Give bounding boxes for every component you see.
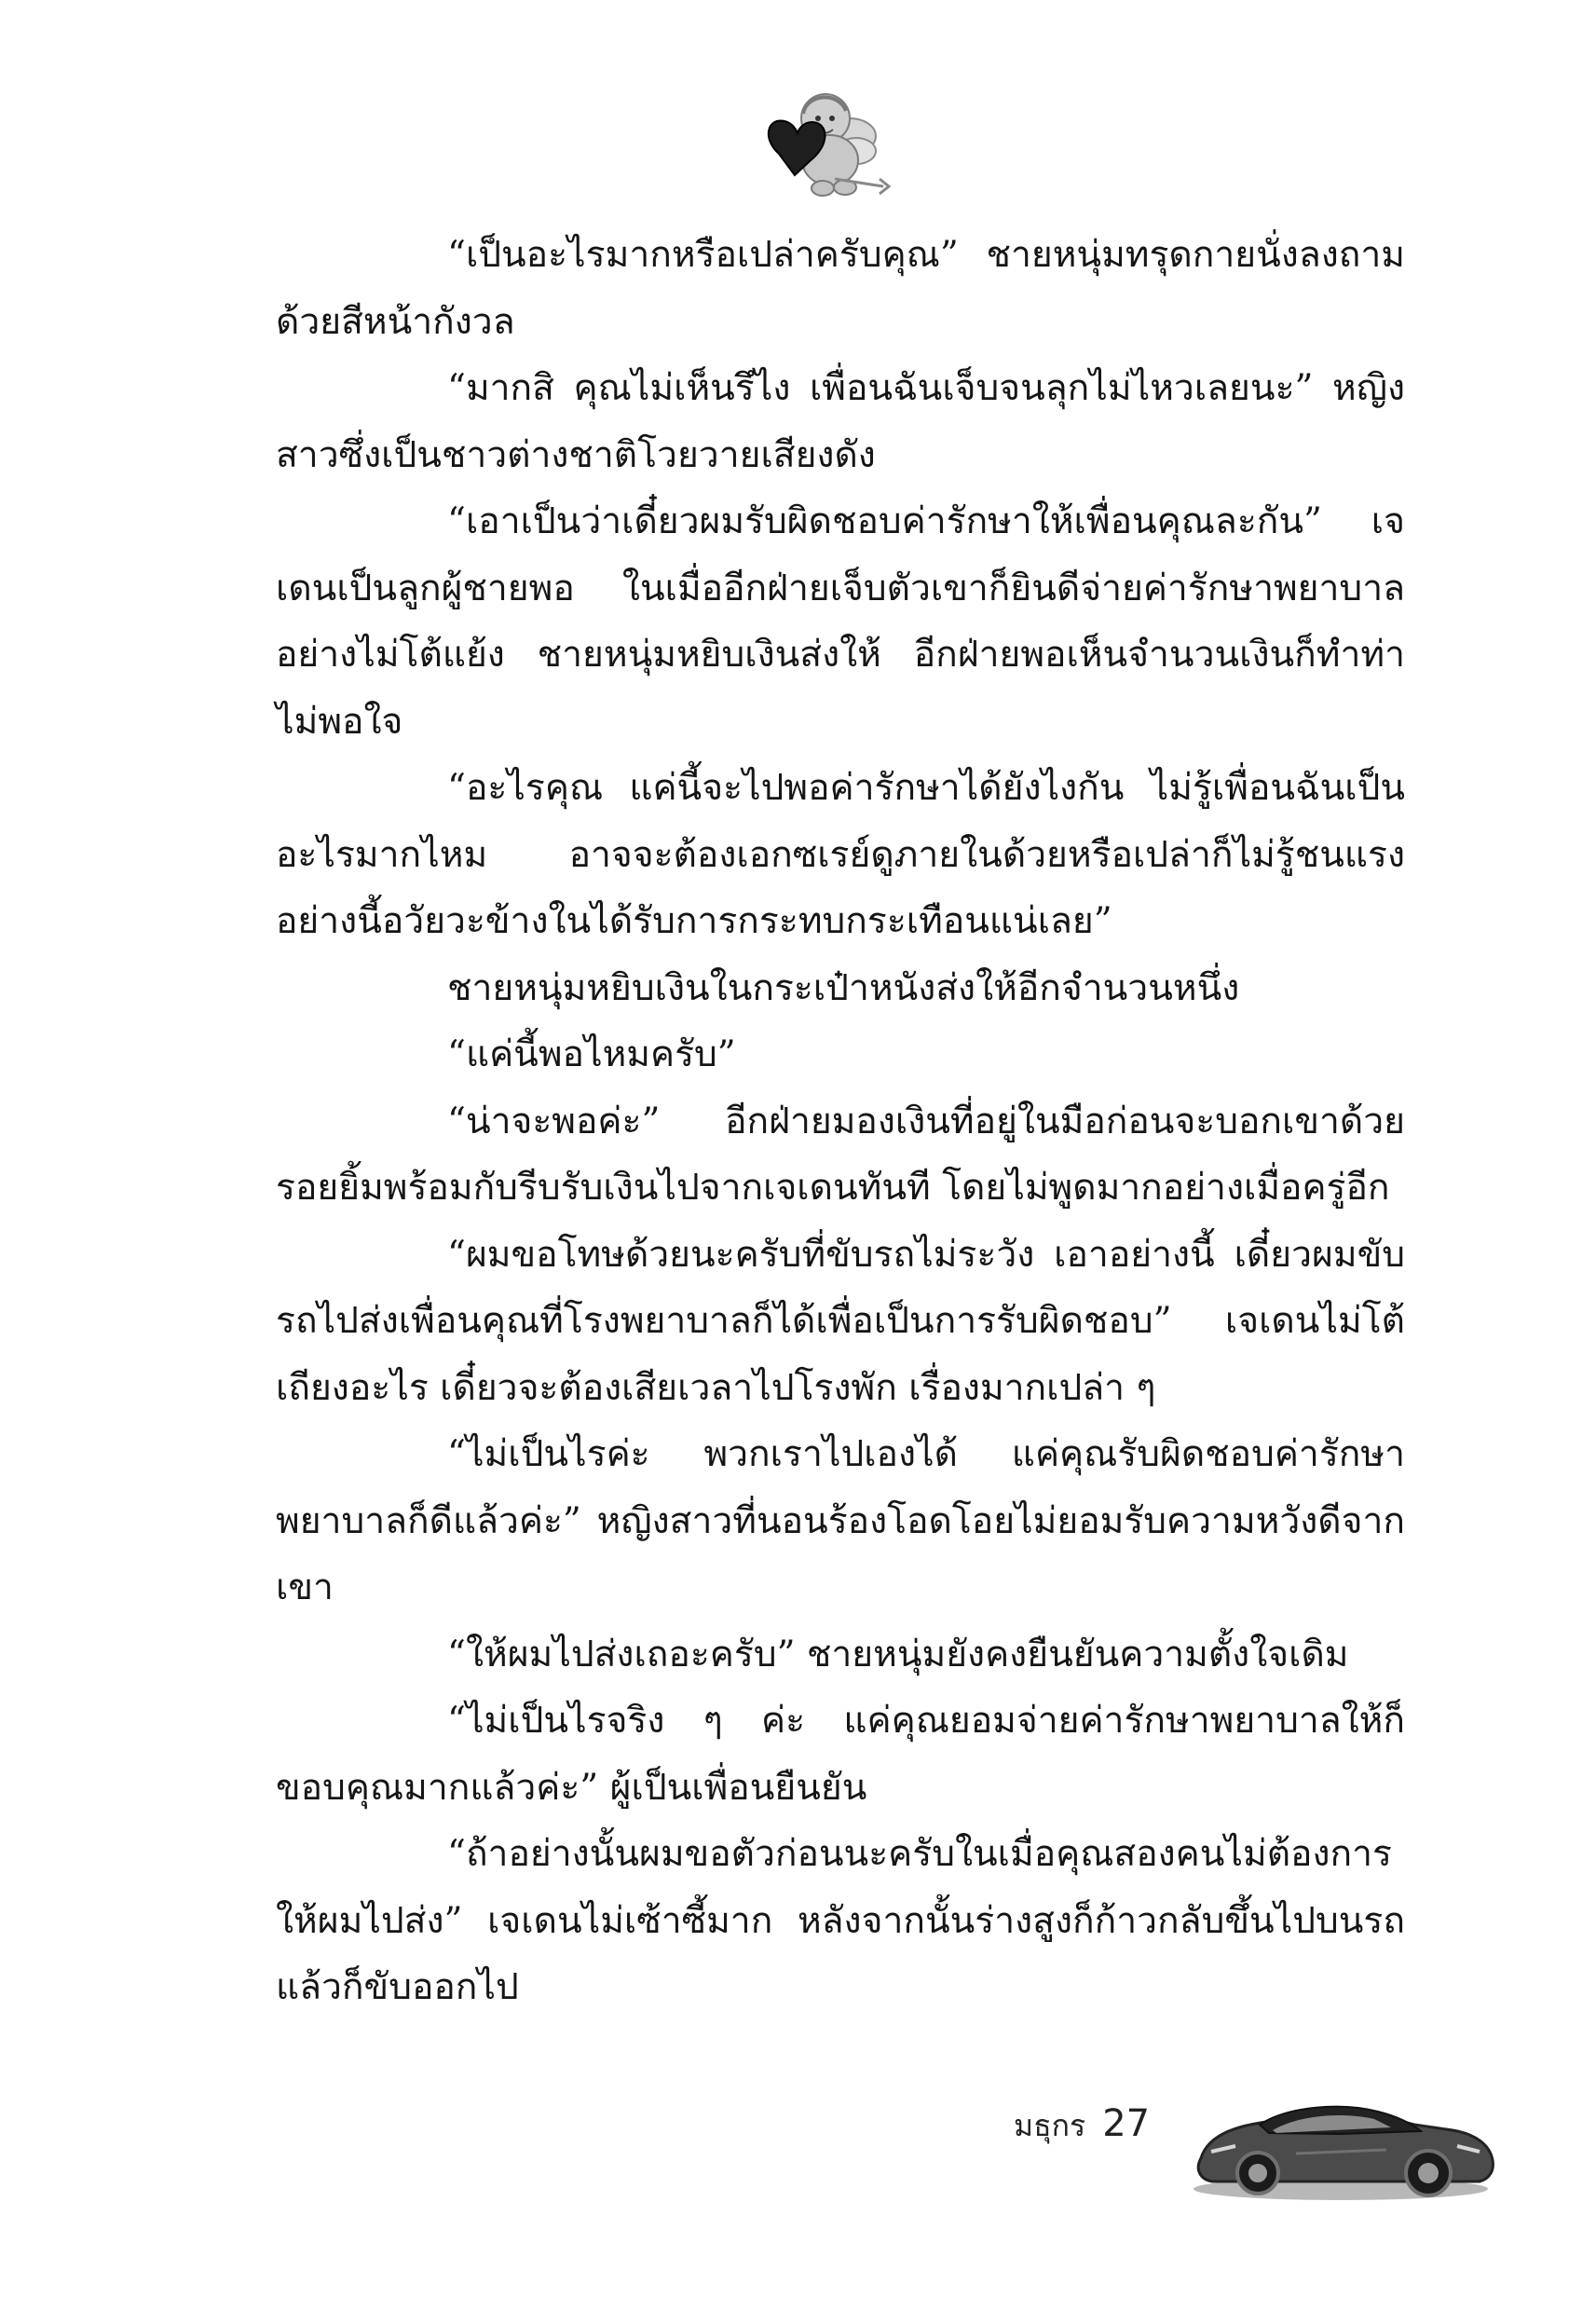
paragraph: “เป็นอะไรมากหรือเปล่าครับคุณ” ชายหนุ่มทรุดกายนั่งลงถามด้วยสีหน้ากังวล [276,234,1405,343]
sports-car-icon [1181,2076,1500,2203]
paragraph: “ผมขอโทษด้วยนะครับที่ขับรถไม่ระวัง เอาอย่างนี้ เดี๋ยวผมขับรถไปส่งเพื่อนคุณที่โรงพยาบาลก็ได้เพื่อเป็นการรับผิดชอบ” เจเดนไม่โต้เถียงอะไร เดี๋ยวจะต้องเสียเวลาไปโรงพัก เรื่องมากเปล่า ๆ [276,1233,1405,1409]
paragraph: “เอาเป็นว่าเดี๋ยวผมรับผิดชอบค่ารักษาให้เพื่อนคุณละกัน” เจเดนเป็นลูกผู้ชายพอ ในเมื่ออีกฝ่ายเจ็บตัวเขาก็ยินดีจ่ายค่ารักษาพยาบาลอย่างไม่โต้แย้ง ชายหนุ่มหยิบเงินส่งให้ อีกฝ่ายพอเห็นจำนวนเงินก็ทำท่าไม่พอใจ [276,500,1405,743]
paragraph: “อะไรคุณ แค่นี้จะไปพอค่ารักษาได้ยังไงกัน ไม่รู้เพื่อนฉันเป็นอะไรมากไหม อาจจะต้องเอกซเรย์ดูภายในด้วยหรือเปล่าก็ไม่รู้ชนแรงอย่างนี้อวัยวะข้างในได้รับการกระทบกระเทือนแน่เลย” [276,767,1405,942]
paragraph: “แค่นี้พอไหมครับ” [447,1033,736,1075]
paragraph: “ถ้าอย่างนั้นผมขอตัวก่อนนะครับในเมื่อคุณสองคนไม่ต้องการให้ผมไปส่ง” เจเดนไม่เซ้าซี้มาก หลังจากนั้นร่างสูงก็ก้าวกลับขึ้นไปบนรถแล้วก็ขับออกไป [276,1833,1405,2008]
story-text [276,222,1405,2021]
paragraph: ชายหนุ่มหยิบเงินในกระเป๋าหนังส่งให้อีกจำนวนหนึ่ง [447,966,1240,1009]
paragraph: “ไม่เป็นไรจริง ๆ ค่ะ แค่คุณยอมจ่ายค่ารักษาพยาบาลให้ก็ขอบคุณมากแล้วค่ะ” ผู้เป็นเพื่อนยืนยัน [276,1700,1405,1809]
paragraph: “มากสิ คุณไม่เห็นรึไง เพื่อนฉันเจ็บจนลุกไม่ไหวเลยนะ” หญิงสาวซึ่งเป็นชาวต่างชาติโวยวายเสียงดัง [276,367,1405,476]
book-title: มธุกร [1014,2108,1086,2143]
cherub-heart-icon [753,82,893,212]
paragraph: “ให้ผมไปส่งเถอะครับ” ชายหนุ่มยังคงยืนยันความตั้งใจเดิม [447,1633,1349,1675]
page-footer [1014,2102,1150,2150]
page-number: 27 [1102,2102,1151,2145]
paragraph: “น่าจะพอค่ะ” อีกฝ่ายมองเงินที่อยู่ในมือก่อนจะบอกเขาด้วยรอยยิ้มพร้อมกับรีบรับเงินไปจากเจเดนทันที โดยไม่พูดมากอย่างเมื่อครู่อีก [276,1100,1405,1209]
paragraph: “ไม่เป็นไรค่ะ พวกเราไปเองได้ แค่คุณรับผิดชอบค่ารักษาพยาบาลก็ดีแล้วค่ะ” หญิงสาวที่นอนร้องโอดโอยไม่ยอมรับความหวังดีจากเขา [276,1433,1405,1608]
